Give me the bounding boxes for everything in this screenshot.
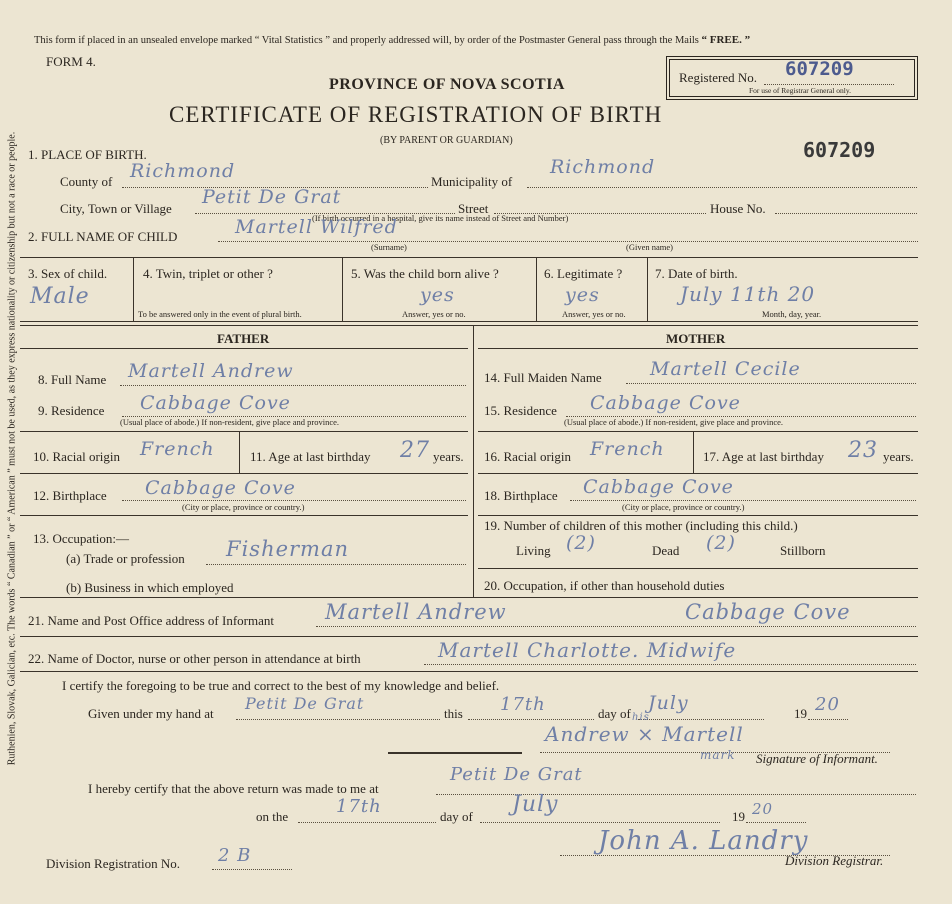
mother-age-label: 17. Age at last birthday bbox=[703, 449, 824, 464]
mother-name-value: Martell Cecile bbox=[650, 358, 801, 380]
given-label: Given under my hand at bbox=[88, 706, 214, 721]
return-year-rule bbox=[746, 822, 806, 823]
child-name-rule bbox=[218, 241, 918, 242]
rule-3a bbox=[133, 257, 134, 321]
registered-label: Registered No. bbox=[679, 70, 757, 85]
father-business-label: (b) Business in which employed bbox=[66, 580, 234, 595]
return-day: 17th bbox=[336, 796, 382, 817]
rule-5 bbox=[20, 597, 918, 598]
mother-name-label: 14. Full Maiden Name bbox=[484, 370, 602, 385]
father-trade-label: (a) Trade or profession bbox=[66, 551, 185, 566]
mother-racial-value: French bbox=[590, 438, 665, 460]
alive-label: 5. Was the child born alive ? bbox=[351, 266, 499, 281]
day-of-label: day of bbox=[598, 706, 631, 721]
mark-word: mark bbox=[700, 748, 736, 762]
child-name-value: Martell Wilfred bbox=[235, 216, 398, 238]
dob-caption: Month, day, year. bbox=[762, 309, 822, 319]
twin-label: 4. Twin, triplet or other ? bbox=[143, 266, 273, 281]
hospital-note: (If birth occurred in a hospital, give its name instead of Street and Number) bbox=[312, 213, 569, 223]
rule-3c bbox=[536, 257, 537, 321]
return-place-rule bbox=[436, 794, 916, 795]
mother-years: years. bbox=[883, 449, 914, 464]
return-month-rule bbox=[480, 822, 720, 823]
rule-7 bbox=[20, 671, 918, 672]
division-label: Division Registration No. bbox=[46, 856, 180, 871]
father-racial-value: French bbox=[140, 438, 215, 460]
child-name-label: 2. FULL NAME OF CHILD bbox=[28, 229, 178, 244]
registered-box bbox=[666, 56, 918, 100]
division-rule bbox=[212, 869, 292, 870]
informant-name: Martell Andrew bbox=[325, 600, 507, 624]
mail-notice-text: This form if placed in an unsealed envelope marked “ Vital Statistics ” and properly addressed will, by order of the Postmaster General pass through the Mails bbox=[34, 35, 699, 46]
dob-label: 7. Date of birth. bbox=[655, 266, 738, 281]
father-occupation-label: 13. Occupation:— bbox=[33, 531, 130, 546]
certify-text: I certify the foregoing to be true and correct to the best of my knowledge and belief. bbox=[62, 678, 500, 693]
registrar-note: For use of Registrar General only. bbox=[749, 86, 851, 95]
legit-value: yes bbox=[565, 284, 600, 306]
registered-number: 607209 bbox=[785, 58, 854, 80]
given-month: July bbox=[648, 692, 689, 714]
return-year: 20 bbox=[752, 800, 774, 818]
return-place: Petit De Grat bbox=[450, 764, 583, 785]
father-age-value: 27 bbox=[400, 438, 430, 463]
mother-living-label: Living bbox=[516, 543, 551, 558]
registered-rule bbox=[764, 84, 894, 85]
father-name-rule bbox=[120, 385, 466, 386]
twin-caption: To be answered only in the event of plural birth. bbox=[138, 309, 302, 319]
mother-birthplace-label: 18. Birthplace bbox=[484, 488, 558, 503]
doctor-name: Martell Charlotte. Midwife bbox=[438, 638, 737, 662]
day-rule bbox=[468, 719, 594, 720]
father-name-value: Martell Andrew bbox=[128, 360, 294, 382]
given-caption: (Given name) bbox=[626, 242, 673, 252]
father-residence-value: Cabbage Cove bbox=[140, 392, 291, 414]
father-residence-label: 9. Residence bbox=[38, 403, 105, 418]
return-label: I hereby certify that the above return was made to me at bbox=[88, 781, 379, 796]
rule-3 bbox=[20, 257, 918, 258]
father-head-rule bbox=[20, 348, 468, 349]
house-label: House No. bbox=[710, 201, 766, 216]
mother-children-label: 19. Number of children of this mother (including this child.) bbox=[484, 518, 798, 533]
mother-rule-a bbox=[478, 431, 918, 432]
stamped-number: 607209 bbox=[803, 138, 876, 162]
division-no: 2 B bbox=[218, 845, 252, 866]
municipality-label: Municipality of bbox=[431, 174, 513, 189]
mother-dead-label: Dead bbox=[652, 543, 680, 558]
county-value: Richmond bbox=[130, 160, 236, 182]
sex-label: 3. Sex of child. bbox=[28, 266, 108, 281]
margin-note: Ruthenien, Slovak, Galician, etc. The words “ Canadian ” or “ American ” must not be used, as they express nationality or citizenship but not a race or people. bbox=[6, 131, 18, 766]
father-rule-b bbox=[239, 431, 240, 473]
father-birthplace-value: Cabbage Cove bbox=[145, 477, 296, 499]
mother-residence-label: 15. Residence bbox=[484, 403, 557, 418]
legit-caption: Answer, yes or no. bbox=[562, 309, 626, 319]
mail-notice bbox=[34, 34, 750, 46]
municipality-value: Richmond bbox=[550, 156, 656, 178]
alive-value: yes bbox=[420, 284, 455, 306]
father-trade-rule bbox=[206, 564, 466, 565]
free-mark: “ FREE. ” bbox=[701, 34, 751, 46]
dob-value: July 11th 20 bbox=[680, 282, 816, 306]
place-heading: 1. PLACE OF BIRTH. bbox=[28, 147, 147, 162]
father-age-label: 11. Age at last birthday bbox=[250, 449, 371, 464]
mother-birthplace-rule bbox=[570, 500, 916, 501]
mother-residence-caption: (Usual place of abode.) If non-resident, give place and province. bbox=[564, 417, 784, 427]
father-name-label: 8. Full Name bbox=[38, 372, 107, 387]
month-rule bbox=[638, 719, 764, 720]
doctor-rule bbox=[424, 664, 916, 665]
informant-signature: Andrew × Martell bbox=[545, 722, 744, 746]
form-number: FORM 4. bbox=[46, 54, 96, 69]
father-rule-a bbox=[20, 431, 468, 432]
mother-rule-c bbox=[478, 473, 918, 474]
father-heading: FATHER bbox=[217, 331, 270, 346]
mother-racial-label: 16. Racial origin bbox=[484, 449, 572, 464]
year-prefix: 19 bbox=[794, 706, 807, 721]
rule-4b bbox=[20, 325, 918, 326]
given-year: 20 bbox=[815, 694, 840, 715]
county-label: County of bbox=[60, 174, 113, 189]
legit-label: 6. Legitimate ? bbox=[544, 266, 623, 281]
father-years: years. bbox=[433, 449, 464, 464]
signature-label: Signature of Informant. bbox=[756, 751, 878, 766]
mother-age-value: 23 bbox=[848, 438, 878, 463]
rule-3d bbox=[647, 257, 648, 321]
father-rule-d bbox=[20, 515, 468, 516]
city-value: Petit De Grat bbox=[202, 186, 342, 208]
mother-rule-e bbox=[478, 568, 918, 569]
return-day-rule bbox=[298, 822, 436, 823]
father-trade-value: Fisherman bbox=[226, 537, 350, 561]
mother-head-rule bbox=[478, 348, 918, 349]
mother-stillborn-label: Stillborn bbox=[780, 543, 826, 558]
informant-label: 21. Name and Post Office address of Informant bbox=[28, 613, 274, 628]
mother-birthplace-caption: (City or place, province or country.) bbox=[622, 502, 745, 512]
mother-rule-b bbox=[693, 431, 694, 473]
mother-name-rule bbox=[626, 383, 916, 384]
return-month: July bbox=[512, 792, 559, 817]
mother-rule-d bbox=[478, 515, 918, 516]
middle-rule bbox=[473, 325, 474, 597]
city-label: City, Town or Village bbox=[60, 201, 172, 216]
mother-dead-value: (2) bbox=[706, 532, 736, 554]
mother-birthplace-value: Cabbage Cove bbox=[583, 476, 734, 498]
year-rule bbox=[808, 719, 848, 720]
separator-rule bbox=[388, 752, 522, 754]
given-place-rule bbox=[236, 719, 440, 720]
surname-caption: (Surname) bbox=[371, 242, 407, 252]
mother-living-value: (2) bbox=[566, 532, 596, 554]
return-day-of: day of bbox=[440, 809, 473, 824]
his-mark: his bbox=[632, 712, 650, 723]
rule-6 bbox=[20, 636, 918, 637]
this-label: this bbox=[444, 706, 463, 721]
page-title: CERTIFICATE OF REGISTRATION OF BIRTH bbox=[169, 102, 663, 127]
house-rule bbox=[775, 213, 917, 214]
street-label: Street bbox=[458, 201, 489, 216]
father-birthplace-label: 12. Birthplace bbox=[33, 488, 107, 503]
informant-rule bbox=[316, 626, 916, 627]
return-year-prefix: 19 bbox=[732, 809, 745, 824]
father-residence-caption: (Usual place of abode.) If non-resident, give place and province. bbox=[120, 417, 340, 427]
sex-value: Male bbox=[30, 284, 90, 309]
division-registrar-label: Division Registrar. bbox=[785, 853, 884, 868]
given-day: 17th bbox=[500, 694, 546, 715]
registrar-signature: John A. Landry bbox=[598, 826, 809, 856]
municipality-rule bbox=[527, 187, 917, 188]
father-rule-c bbox=[20, 473, 468, 474]
mother-occupation-label: 20. Occupation, if other than household duties bbox=[484, 578, 725, 593]
given-place: Petit De Grat bbox=[245, 694, 365, 713]
rule-3b bbox=[342, 257, 343, 321]
rule-4 bbox=[20, 321, 918, 322]
doctor-label: 22. Name of Doctor, nurse or other person in attendance at birth bbox=[28, 651, 361, 666]
father-racial-label: 10. Racial origin bbox=[33, 449, 121, 464]
mother-residence-value: Cabbage Cove bbox=[590, 392, 741, 414]
father-birthplace-caption: (City or place, province or country.) bbox=[182, 502, 305, 512]
province-title: PROVINCE OF NOVA SCOTIA bbox=[329, 76, 565, 93]
mother-heading: MOTHER bbox=[666, 331, 726, 346]
father-birthplace-rule bbox=[122, 500, 466, 501]
alive-caption: Answer, yes or no. bbox=[402, 309, 466, 319]
on-the-label: on the bbox=[256, 809, 289, 824]
informant-address: Cabbage Cove bbox=[685, 600, 851, 624]
page-subtitle: (BY PARENT OR GUARDIAN) bbox=[380, 135, 513, 146]
